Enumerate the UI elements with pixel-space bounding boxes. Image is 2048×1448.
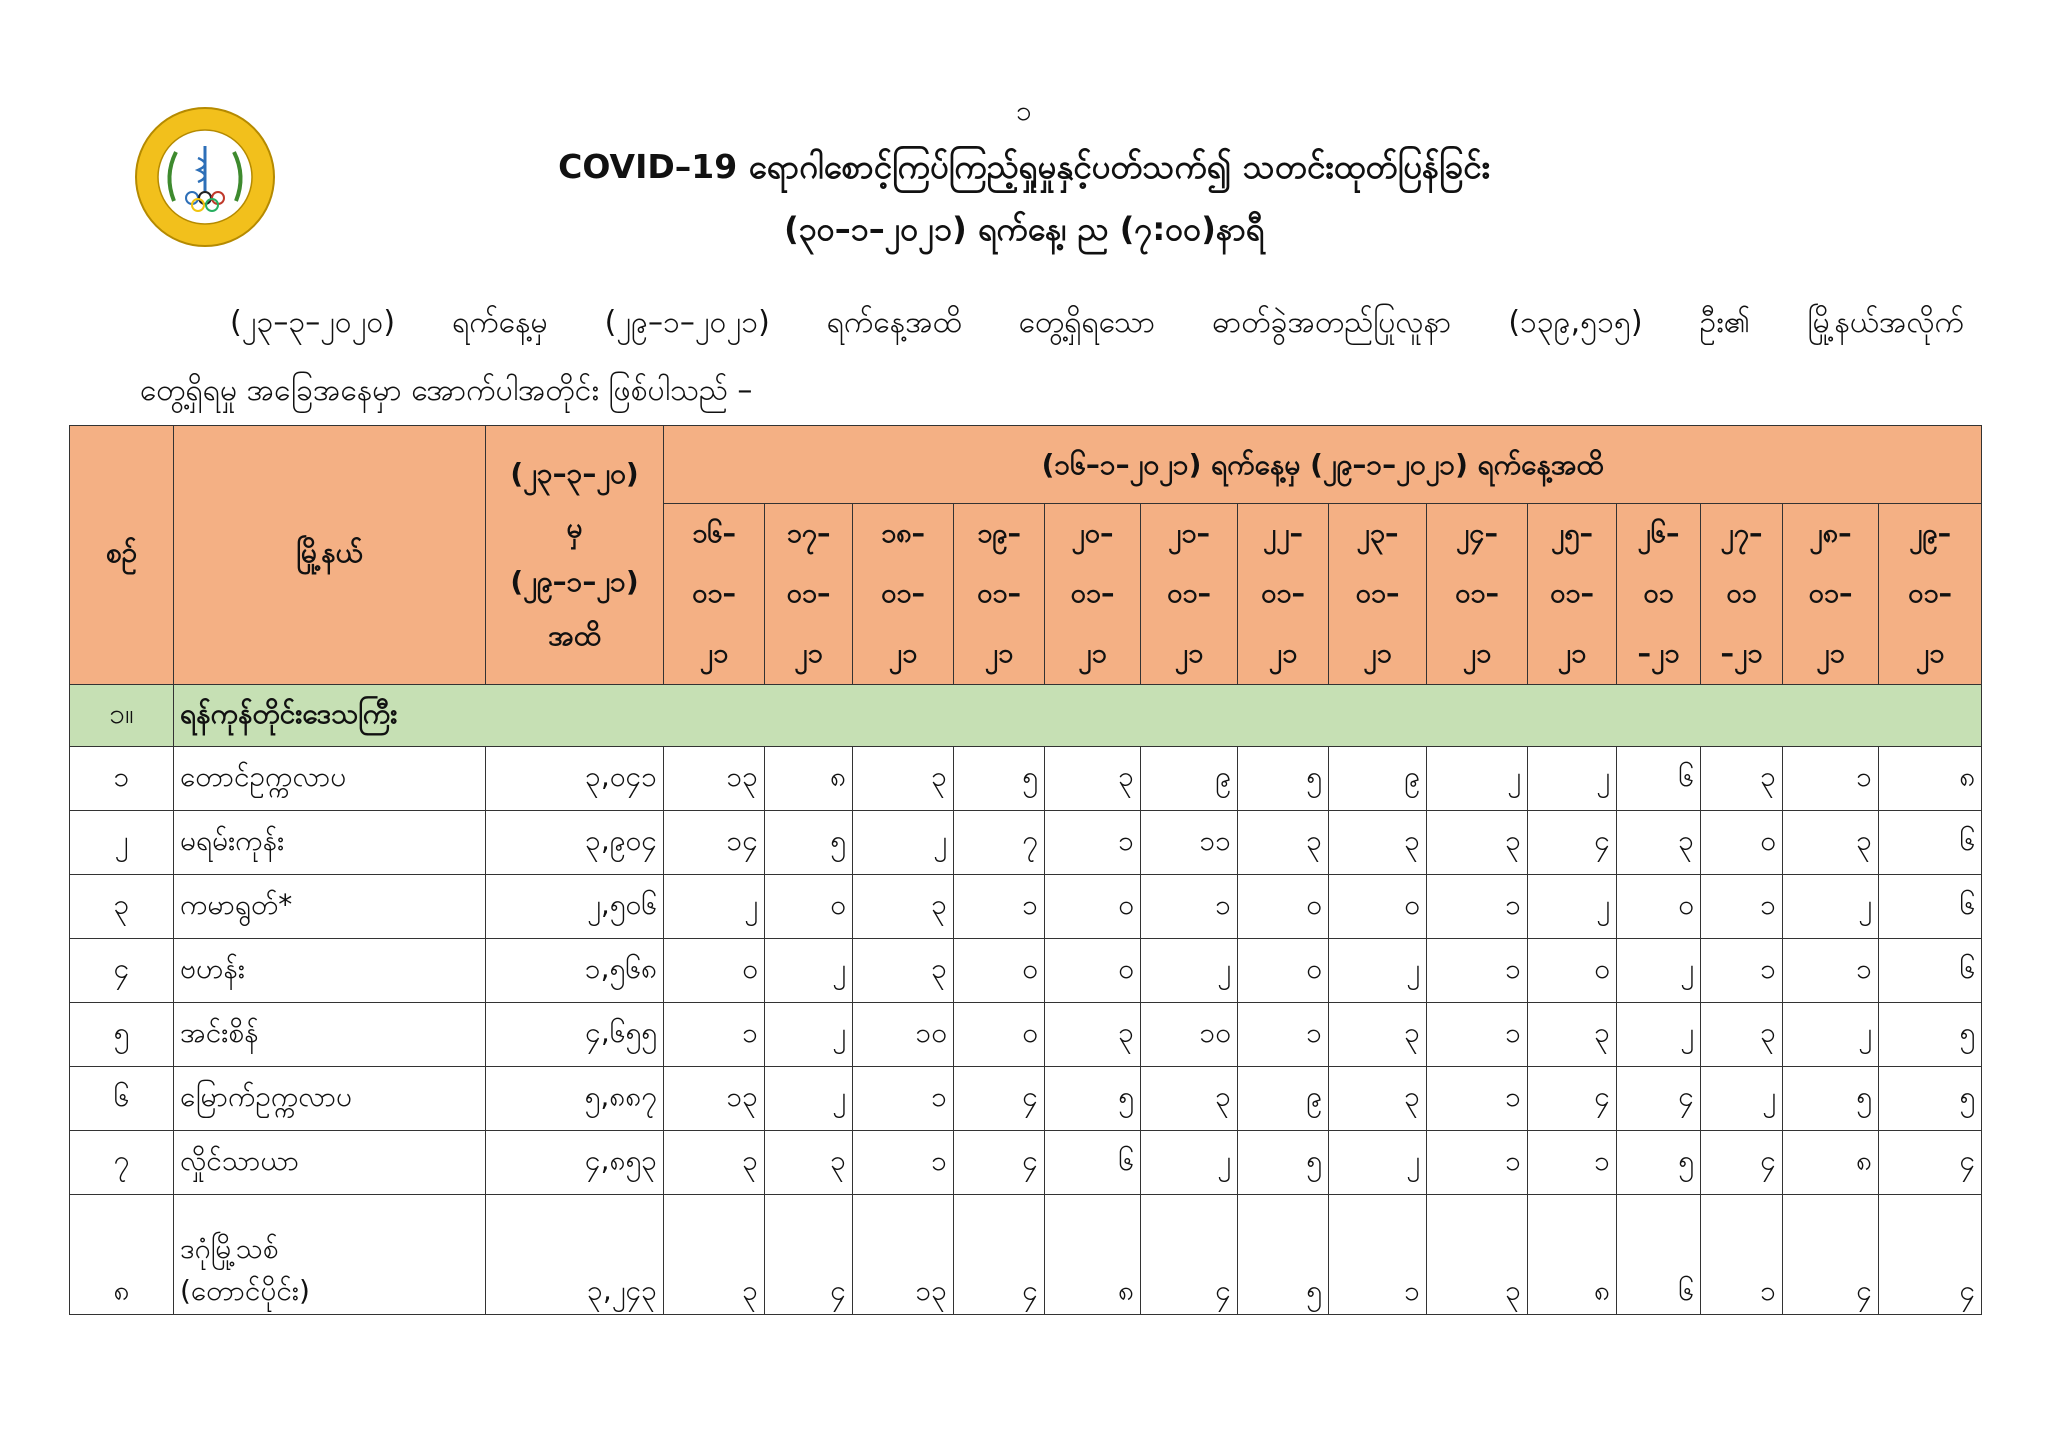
header-date-part: ၀၁ bbox=[1726, 578, 1757, 609]
daily-count: ၁ bbox=[1528, 1131, 1617, 1195]
daily-count: ၁၃ bbox=[664, 747, 765, 811]
header-date-part: ၀၁– bbox=[1355, 578, 1400, 609]
daily-count: ၃ bbox=[664, 1131, 765, 1195]
daily-count: ၂ bbox=[1528, 875, 1617, 939]
daily-count: ၀ bbox=[664, 939, 765, 1003]
township-name-line1: ဒဂုံမြို့သစ် bbox=[180, 1232, 279, 1265]
daily-count: ၇ bbox=[954, 811, 1045, 875]
daily-count: ၁ bbox=[1238, 1003, 1329, 1067]
page-subtitle: (၃၀–၁–၂၀၂၁) ရက်နေ့၊ ည (၇:၀၀)နာရီ bbox=[784, 210, 1264, 248]
daily-count: ၁၀ bbox=[1141, 1003, 1238, 1067]
township-name bbox=[174, 1067, 486, 1131]
daily-count: ၀ bbox=[1329, 875, 1427, 939]
intro-line-2: တွေ့ရှိရမှု အခြေအနေမှာ အောက်ပါအတိုင်း ဖြစ်ပါသည် – bbox=[140, 373, 753, 408]
header-date-part: ၀၁– bbox=[692, 578, 736, 609]
daily-count: ၅ bbox=[1783, 1067, 1879, 1131]
header-date-part: ၀၁– bbox=[1455, 578, 1499, 609]
daily-count: ၆ bbox=[1879, 875, 1982, 939]
township-name-line1: ဗဟန်း bbox=[180, 951, 245, 985]
header-date bbox=[1701, 504, 1783, 685]
daily-count: ၃ bbox=[1329, 1067, 1427, 1131]
township-name bbox=[174, 1195, 486, 1315]
daily-count: ၅ bbox=[1879, 1003, 1982, 1067]
daily-count: ၆ bbox=[1879, 811, 1982, 875]
daily-count: ၃ bbox=[1427, 1195, 1528, 1315]
header-date bbox=[1617, 504, 1701, 685]
daily-count: ၂ bbox=[1141, 939, 1238, 1003]
header-date-part: ၂၁ bbox=[888, 638, 918, 669]
daily-count: ၉ bbox=[1238, 1067, 1329, 1131]
row-number: ၃ bbox=[70, 875, 174, 939]
daily-count: ၁၃ bbox=[664, 1067, 765, 1131]
township-name-line1: မရမ်းကုန်း bbox=[180, 823, 285, 857]
daily-count: ၄ bbox=[1528, 811, 1617, 875]
daily-count: ၂ bbox=[1427, 747, 1528, 811]
township-name bbox=[174, 1003, 486, 1067]
cumulative-total: ၁,၅၆၈ bbox=[486, 939, 664, 1003]
row-number: ၅ bbox=[70, 1003, 174, 1067]
cumulative-total: ၄,၈၅၃ bbox=[486, 1131, 664, 1195]
header-date-part: ၂၉– bbox=[1909, 518, 1952, 549]
daily-count: ၂ bbox=[664, 875, 765, 939]
daily-count: ၂ bbox=[1783, 1003, 1879, 1067]
header-date-part: ၂၁ bbox=[1557, 638, 1587, 669]
daily-count: ၂ bbox=[765, 1067, 853, 1131]
header-date-part: ၂၇– bbox=[1720, 518, 1763, 549]
header-date-part: ၀၁– bbox=[1261, 578, 1305, 609]
daily-count: ၉ bbox=[1141, 747, 1238, 811]
header-date-part: ၂၁ bbox=[1816, 638, 1845, 669]
township-name bbox=[174, 875, 486, 939]
daily-count: ၀ bbox=[1238, 875, 1329, 939]
daily-count: ၃ bbox=[765, 1131, 853, 1195]
daily-count: ၄ bbox=[1528, 1067, 1617, 1131]
cumulative-total: ၃,၂၄၃ bbox=[486, 1195, 664, 1315]
page-number: ၁ bbox=[1016, 94, 1032, 127]
daily-count: ၄ bbox=[1617, 1067, 1701, 1131]
daily-count: ၂ bbox=[1783, 875, 1879, 939]
header-date-part: ၂၁– bbox=[1168, 518, 1210, 549]
header-date-part: ၁၈– bbox=[880, 518, 926, 549]
header-date bbox=[1045, 504, 1141, 685]
region-number: ၁။ bbox=[70, 685, 174, 747]
daily-count: ၁ bbox=[1045, 811, 1141, 875]
header-date-part: ၀၁– bbox=[1550, 578, 1594, 609]
header-date bbox=[853, 504, 954, 685]
row-number: ၂ bbox=[70, 811, 174, 875]
daily-count: ၀ bbox=[1617, 875, 1701, 939]
header-date-part: ၂၃– bbox=[1356, 518, 1399, 549]
daily-count: ၁ bbox=[664, 1003, 765, 1067]
daily-count: ၁ bbox=[853, 1131, 954, 1195]
daily-count: ၁ bbox=[954, 875, 1045, 939]
daily-count: ၄ bbox=[954, 1195, 1045, 1315]
daily-count: ၈ bbox=[1879, 747, 1982, 811]
daily-count: ၁ bbox=[1427, 1131, 1528, 1195]
township-name bbox=[174, 1131, 486, 1195]
row-number: ၆ bbox=[70, 1067, 174, 1131]
daily-count: ၁ bbox=[853, 1067, 954, 1131]
header-date-part: ၂၁ bbox=[1078, 638, 1107, 669]
daily-count: ၀ bbox=[1528, 939, 1617, 1003]
daily-count: ၅ bbox=[765, 811, 853, 875]
daily-count: ၂ bbox=[1617, 939, 1701, 1003]
cumulative-total: ၄,၆၅၅ bbox=[486, 1003, 664, 1067]
daily-count: ၃ bbox=[853, 747, 954, 811]
daily-count: ၈ bbox=[1528, 1195, 1617, 1315]
daily-count: ၄ bbox=[1879, 1131, 1982, 1195]
daily-count: ၃ bbox=[1701, 747, 1783, 811]
header-sr: စဉ် bbox=[70, 426, 174, 685]
daily-count: ၅ bbox=[1238, 747, 1329, 811]
header-date-part: ၀၁– bbox=[1808, 578, 1853, 609]
township-name-line2: (တောင်ပိုင်း) bbox=[180, 1274, 310, 1307]
daily-count: ၃ bbox=[1238, 811, 1329, 875]
header-date-part: ၀၁– bbox=[786, 578, 831, 609]
header-date bbox=[1329, 504, 1427, 685]
daily-count: ၁ bbox=[1427, 1003, 1528, 1067]
daily-count: ၁ bbox=[1427, 875, 1528, 939]
table-row bbox=[70, 1067, 1982, 1131]
daily-count: ၄ bbox=[1783, 1195, 1879, 1315]
daily-count: ၃ bbox=[1329, 811, 1427, 875]
daily-count: ၁ bbox=[1329, 1195, 1427, 1315]
header-date-range: (၁၆–၁–၂၀၂၁) ရက်နေ့မှ (၂၉–၁–၂၀၂၁) ရက်နေ့အထိ bbox=[664, 426, 1982, 504]
daily-count: ၁ bbox=[1783, 747, 1879, 811]
township-name-line1: တောင်ဥက္ကလာပ bbox=[180, 759, 347, 793]
row-number: ၄ bbox=[70, 939, 174, 1003]
header-date-part: ၀၁– bbox=[1070, 578, 1115, 609]
daily-count: ၁ bbox=[1701, 939, 1783, 1003]
header-date bbox=[1427, 504, 1528, 685]
table-row bbox=[70, 939, 1982, 1003]
daily-count: ၀ bbox=[1045, 939, 1141, 1003]
daily-count: ၁ bbox=[1427, 939, 1528, 1003]
township-cases-table bbox=[69, 425, 1982, 1315]
header-date-part: –၂၁ bbox=[1637, 638, 1680, 669]
daily-count: ၆ bbox=[1617, 747, 1701, 811]
daily-count: ၃ bbox=[664, 1195, 765, 1315]
header-date-part: ၀၁– bbox=[977, 578, 1021, 609]
cumulative-total: ၅,၈၈၇ bbox=[486, 1067, 664, 1131]
table-row bbox=[70, 1195, 1982, 1315]
header-date-part: ၀၁ bbox=[1643, 578, 1674, 609]
daily-count: ၃ bbox=[1617, 811, 1701, 875]
daily-count: ၅ bbox=[1045, 1067, 1141, 1131]
daily-count: ၄ bbox=[1141, 1195, 1238, 1315]
daily-count: ၄ bbox=[954, 1067, 1045, 1131]
header-date-part: ၁၆– bbox=[692, 518, 736, 549]
daily-count: ၆ bbox=[1879, 939, 1982, 1003]
header-date-part: ၂၀– bbox=[1071, 518, 1114, 549]
daily-count: ၂ bbox=[1329, 1131, 1427, 1195]
daily-count: ၁ bbox=[1701, 1195, 1783, 1315]
daily-count: ၈ bbox=[1045, 1195, 1141, 1315]
daily-count: ၀ bbox=[765, 875, 853, 939]
daily-count: ၆ bbox=[1617, 1195, 1701, 1315]
daily-count: ၃ bbox=[1045, 1003, 1141, 1067]
township-name bbox=[174, 747, 486, 811]
daily-count: ၃ bbox=[1528, 1003, 1617, 1067]
table-row bbox=[70, 1003, 1982, 1067]
daily-count: ၆ bbox=[1045, 1131, 1141, 1195]
daily-count: ၅ bbox=[954, 747, 1045, 811]
row-number: ၁ bbox=[70, 747, 174, 811]
header-date-part: ၂၁ bbox=[699, 638, 729, 669]
township-name bbox=[174, 811, 486, 875]
daily-count: ၃ bbox=[1783, 811, 1879, 875]
header-date-part: ၂၁ bbox=[1915, 638, 1945, 669]
table-row bbox=[70, 875, 1982, 939]
header-date bbox=[664, 504, 765, 685]
daily-count: ၁၁ bbox=[1141, 811, 1238, 875]
row-number: ၈ bbox=[70, 1195, 174, 1315]
daily-count: ၂ bbox=[1141, 1131, 1238, 1195]
daily-count: ၁ bbox=[1701, 875, 1783, 939]
header-date-part: ၀၁– bbox=[881, 578, 925, 609]
cumulative-total: ၂,၅၀၆ bbox=[486, 875, 664, 939]
header-date-part: ၂၁ bbox=[1462, 638, 1492, 669]
daily-count: ၀ bbox=[954, 1003, 1045, 1067]
header-date-part: ၂၆– bbox=[1637, 518, 1680, 549]
header-cumulative bbox=[486, 426, 664, 685]
township-name-line1: လှိုင်သာယာ bbox=[180, 1143, 300, 1177]
daily-count: ၀ bbox=[1701, 811, 1783, 875]
header-date bbox=[1238, 504, 1329, 685]
header-date bbox=[765, 504, 853, 685]
daily-count: ၀ bbox=[954, 939, 1045, 1003]
daily-count: ၂ bbox=[1617, 1003, 1701, 1067]
header-date-part: ၂၁ bbox=[1363, 638, 1392, 669]
daily-count: ၁ bbox=[1783, 939, 1879, 1003]
daily-count: ၃ bbox=[1427, 811, 1528, 875]
daily-count: ၄ bbox=[1879, 1195, 1982, 1315]
daily-count: ၂ bbox=[1329, 939, 1427, 1003]
header-cumulative-line1: (၂၃–၃–၂၀) bbox=[510, 457, 639, 490]
daily-count: ၃ bbox=[853, 875, 954, 939]
daily-count: ၈ bbox=[765, 747, 853, 811]
daily-count: ၃ bbox=[853, 939, 954, 1003]
daily-count: ၂ bbox=[1701, 1067, 1783, 1131]
daily-count: ၅ bbox=[1238, 1131, 1329, 1195]
daily-count: ၄ bbox=[954, 1131, 1045, 1195]
daily-count: ၁ bbox=[1141, 875, 1238, 939]
header-date-part: ၁၉– bbox=[977, 518, 1021, 549]
daily-count: ၃ bbox=[1045, 747, 1141, 811]
header-cumulative-line4: အထိ bbox=[548, 619, 601, 652]
township-name-line1: အင်းစိန် bbox=[180, 1015, 259, 1049]
daily-count: ၁၄ bbox=[664, 811, 765, 875]
header-township: မြို့နယ် bbox=[174, 426, 486, 685]
header-date-part: ၀၁– bbox=[1908, 578, 1953, 609]
row-number: ၇ bbox=[70, 1131, 174, 1195]
daily-count: ၅ bbox=[1617, 1131, 1701, 1195]
header-date bbox=[1141, 504, 1238, 685]
header-date-part: ၂၂– bbox=[1262, 518, 1304, 549]
header-date-part: ၂၁ bbox=[984, 638, 1014, 669]
header-date-part: ၂၅– bbox=[1551, 518, 1593, 549]
table-row bbox=[70, 747, 1982, 811]
daily-count: ၃ bbox=[1329, 1003, 1427, 1067]
cumulative-total: ၃,၀၄၁ bbox=[486, 747, 664, 811]
daily-count: ၃ bbox=[1141, 1067, 1238, 1131]
daily-count: ၂ bbox=[853, 811, 954, 875]
header-date bbox=[1879, 504, 1982, 685]
daily-count: ၃ bbox=[1701, 1003, 1783, 1067]
daily-count: ၈ bbox=[1783, 1131, 1879, 1195]
page-title: COVID–19 ရောဂါစောင့်ကြပ်ကြည့်ရှုမှုနှင့်ပတ်သက်၍ သတင်းထုတ်ပြန်ခြင်း bbox=[558, 147, 1490, 186]
daily-count: ၉ bbox=[1329, 747, 1427, 811]
daily-count: ၂ bbox=[1528, 747, 1617, 811]
daily-count: ၅ bbox=[1238, 1195, 1329, 1315]
daily-count: ၀ bbox=[1238, 939, 1329, 1003]
header-date-part: ၂၁ bbox=[1268, 638, 1298, 669]
table-row bbox=[70, 1131, 1982, 1195]
daily-count: ၂ bbox=[765, 1003, 853, 1067]
daily-count: ၄ bbox=[765, 1195, 853, 1315]
daily-count: ၀ bbox=[1045, 875, 1141, 939]
township-name bbox=[174, 939, 486, 1003]
township-name-line1: မြောက်ဥက္ကလာပ bbox=[180, 1079, 353, 1113]
daily-count: ၂ bbox=[765, 939, 853, 1003]
header-date-part: ၀၁– bbox=[1167, 578, 1211, 609]
header-date-part: ၂၄– bbox=[1456, 518, 1498, 549]
header-cumulative-line2: မှ bbox=[566, 511, 583, 544]
header-cumulative-line3: (၂၉–၁–၂၁) bbox=[510, 565, 639, 598]
header-date bbox=[1783, 504, 1879, 685]
header-date-part: –၂၁ bbox=[1720, 638, 1763, 669]
header-date-part: ၁၇– bbox=[786, 518, 831, 549]
daily-count: ၁ bbox=[1427, 1067, 1528, 1131]
township-name-line1: ကမာရွတ်* bbox=[180, 887, 293, 921]
daily-count: ၅ bbox=[1879, 1067, 1982, 1131]
header-date-part: ၂၁ bbox=[1174, 638, 1204, 669]
daily-count: ၁၀ bbox=[853, 1003, 954, 1067]
header-date-part: ၂၈– bbox=[1809, 518, 1852, 549]
daily-count: ၄ bbox=[1701, 1131, 1783, 1195]
intro-line-1: (၂၃–၃–၂၀၂၀) ရက်နေ့မှ (၂၉–၁–၂၀၂၁) ရက်နေ့အထိ တွေ့ရှိရသော ဓာတ်ခွဲအတည်ပြုလူနာ (၁၃၉,၅၁၅) ဦး၏ မြို့နယ်အလိုက် bbox=[230, 305, 1964, 340]
daily-count: ၁၃ bbox=[853, 1195, 954, 1315]
region-name: ရန်ကုန်တိုင်းဒေသကြီး bbox=[174, 685, 1982, 747]
header-date bbox=[954, 504, 1045, 685]
table-row bbox=[70, 811, 1982, 875]
header-date bbox=[1528, 504, 1617, 685]
header-date-part: ၂၁ bbox=[794, 638, 823, 669]
cumulative-total: ၃,၉၀၄ bbox=[486, 811, 664, 875]
